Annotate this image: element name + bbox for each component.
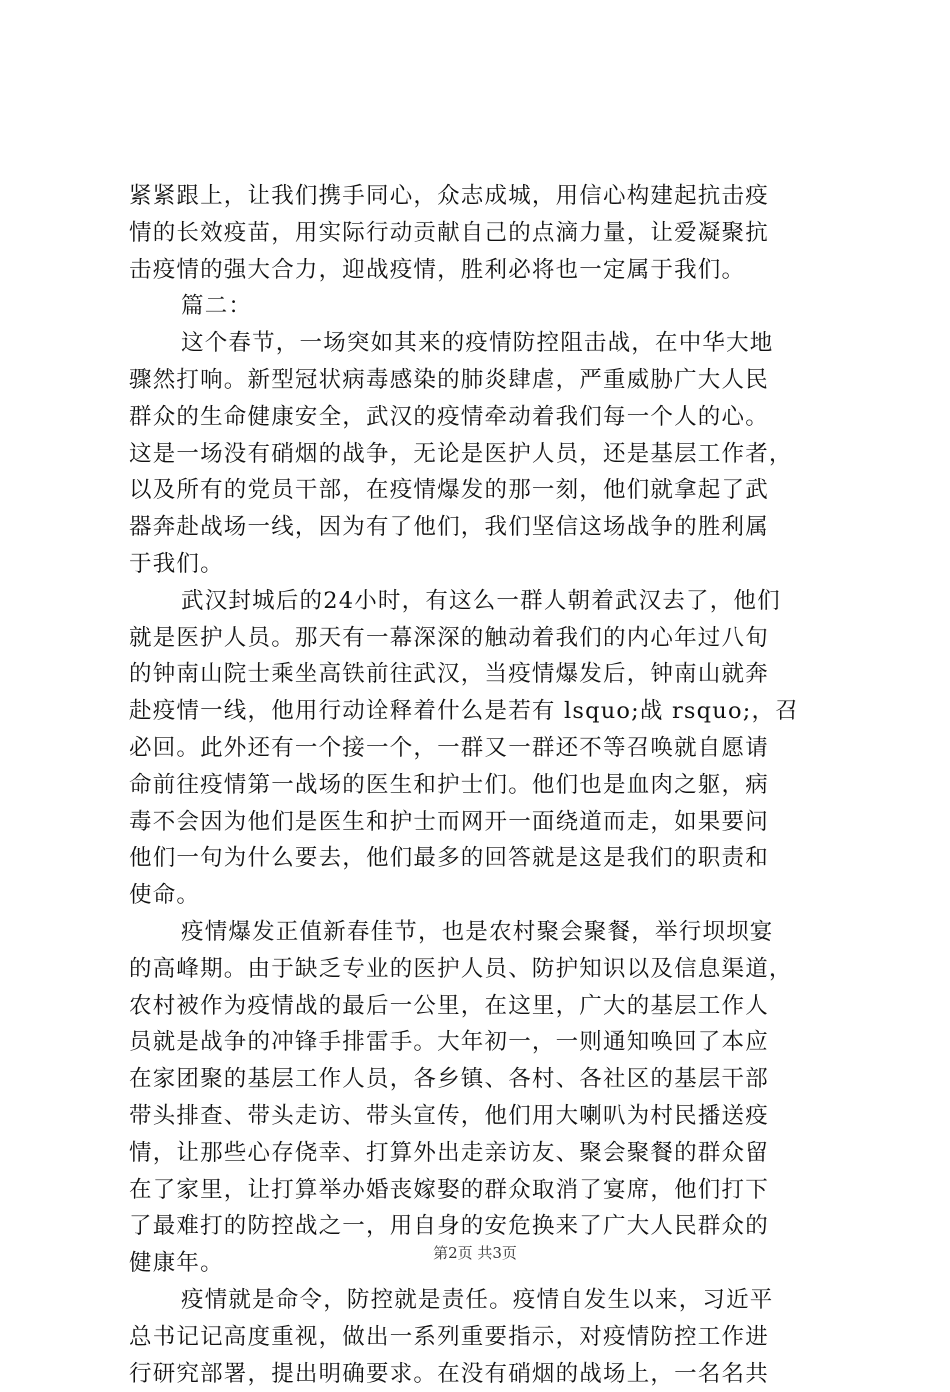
- text-line: 以及所有的党员干部，在疫情爆发的那一刻，他们就拿起了武: [129, 472, 829, 509]
- text-line: 疫情爆发正值新春佳节，也是农村聚会聚餐，举行坝坝宴: [129, 914, 829, 951]
- text-line: 这是一场没有硝烟的战争，无论是医护人员，还是基层工作者，: [129, 436, 829, 473]
- text-line: 赴疫情一线，他用行动诠释着什么是若有 lsquo;战 rsquo;，召: [129, 693, 829, 730]
- text-line: 于我们。: [129, 546, 829, 583]
- page-footer: 第2页 共3页: [0, 1242, 950, 1263]
- text-line: 击疫情的强大合力，迎战疫情，胜利必将也一定属于我们。: [129, 252, 829, 289]
- text-line: 骤然打响。新型冠状病毒感染的肺炎肆虐，严重威胁广大人民: [129, 362, 829, 399]
- text-line: 带头排查、带头走访、带头宣传，他们用大喇叭为村民播送疫: [129, 1098, 829, 1135]
- text-line: 毒不会因为他们是医生和护士而网开一面绕道而走，如果要问: [129, 804, 829, 841]
- text-line: 篇二：: [129, 288, 829, 325]
- text-line: 使命。: [129, 877, 829, 914]
- text-line: 紧紧跟上，让我们携手同心，众志成城，用信心构建起抗击疫: [129, 178, 829, 215]
- text-line: 器奔赴战场一线，因为有了他们，我们坚信这场战争的胜利属: [129, 509, 829, 546]
- text-line: 总书记记高度重视，做出一系列重要指示，对疫情防控工作进: [129, 1319, 829, 1356]
- text-line: 的高峰期。由于缺乏专业的医护人员、防护知识以及信息渠道，: [129, 951, 829, 988]
- text-line: 武汉封城后的24小时，有这么一群人朝着武汉去了，他们: [129, 583, 829, 620]
- text-line: 情，让那些心存侥幸、打算外出走亲访友、聚会聚餐的群众留: [129, 1135, 829, 1172]
- text-line: 命前往疫情第一战场的医生和护士们。他们也是血肉之躯，病: [129, 767, 829, 804]
- text-line: 了最难打的防控战之一，用自身的安危换来了广大人民群众的: [129, 1208, 829, 1245]
- text-line: 群众的生命健康安全，武汉的疫情牵动着我们每一个人的心。: [129, 399, 829, 436]
- text-line: 在家团聚的基层工作人员，各乡镇、各村、各社区的基层干部: [129, 1061, 829, 1098]
- text-line: 就是医护人员。那天有一幕深深的触动着我们的内心年过八旬: [129, 620, 829, 657]
- text-line: 他们一句为什么要去，他们最多的回答就是这是我们的职责和: [129, 840, 829, 877]
- document-body: [129, 178, 829, 1392]
- text-line: 这个春节，一场突如其来的疫情防控阻击战，在中华大地: [129, 325, 829, 362]
- text-line: 健康年。: [129, 1245, 829, 1282]
- text-line: 的钟南山院士乘坐高铁前往武汉，当疫情爆发后，钟南山就奔: [129, 656, 829, 693]
- text-line: 在了家里，让打算举办婚丧嫁娶的群众取消了宴席，他们打下: [129, 1172, 829, 1209]
- text-line: 情的长效疫苗，用实际行动贡献自己的点滴力量，让爱凝聚抗: [129, 215, 829, 252]
- text-line: 农村被作为疫情战的最后一公里，在这里，广大的基层工作人: [129, 988, 829, 1025]
- text-line: 行研究部署，提出明确要求。在没有硝烟的战场上，一名名共: [129, 1356, 829, 1392]
- text-line: 疫情就是命令，防控就是责任。疫情自发生以来，习近平: [129, 1282, 829, 1319]
- text-line: 必回。此外还有一个接一个，一群又一群还不等召唤就自愿请: [129, 730, 829, 767]
- text-line: 员就是战争的冲锋手排雷手。大年初一，一则通知唤回了本应: [129, 1024, 829, 1061]
